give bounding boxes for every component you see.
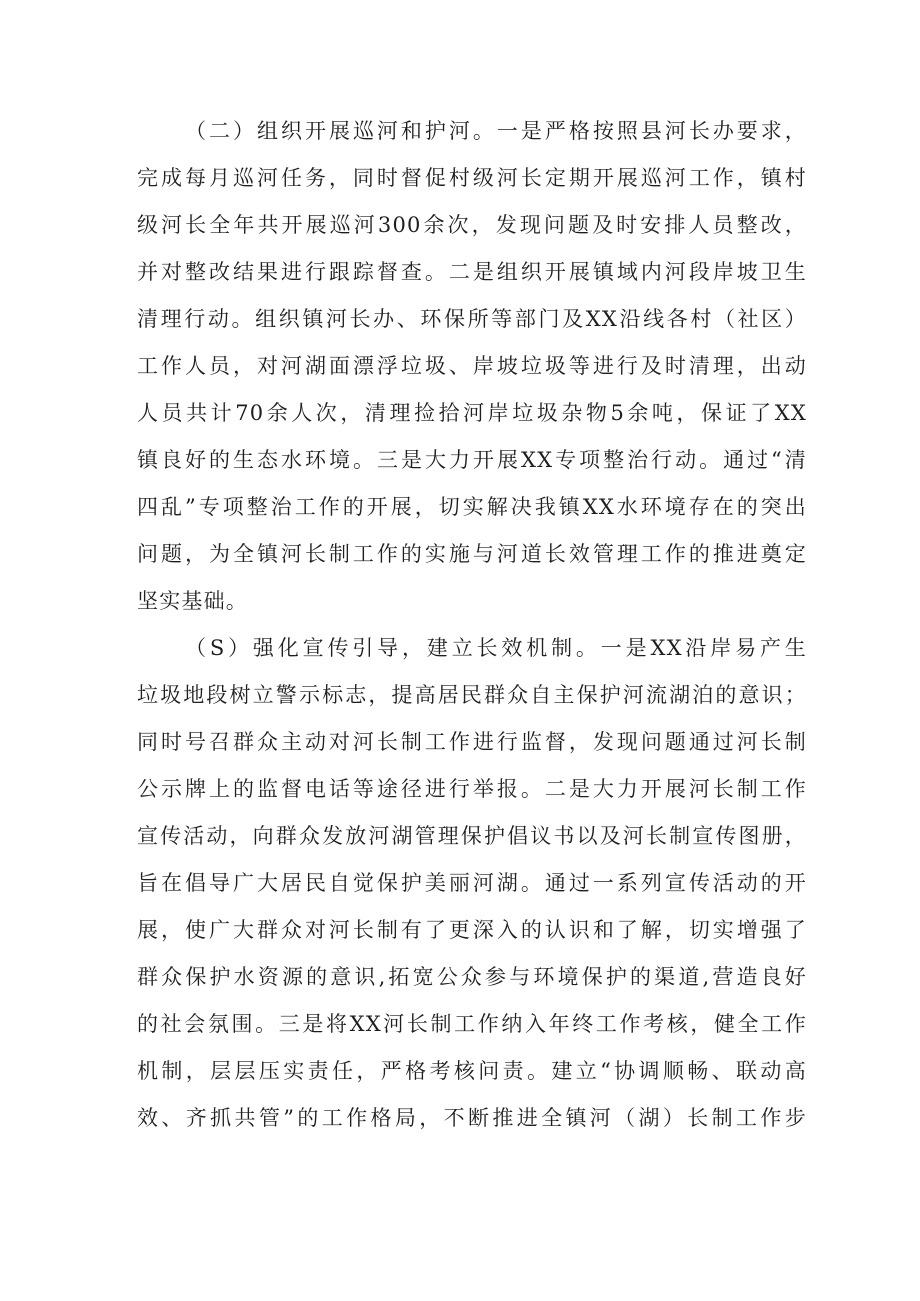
- paragraph-2-line-6: 旨在倡导广大居民自觉保护美丽河湖。通过一系列宣传活动的开: [137, 871, 807, 895]
- paragraph-1-line-11: 坚实基础。: [137, 589, 248, 613]
- paragraph-2-line-5: 宣传活动，向群众发放河湖管理保护倡议书以及河长制宣传图册，: [137, 824, 807, 848]
- paragraph-2-line-7: 展，使广大群众对河长制有了更深入的认识和了解，切实增强了: [137, 918, 807, 942]
- paragraph-1-line-9: 四乱”专项整治工作的开展，切实解决我镇XX水环境存在的突出: [137, 495, 807, 519]
- paragraph-1-line-6: 工作人员，对河湖面漂浮垃圾、岸坡垃圾等进行及时清理，出动: [137, 354, 807, 378]
- paragraph-1-line-2: 完成每月巡河任务，同时督促村级河长定期开展巡河工作，镇村: [137, 166, 807, 190]
- paragraph-2-line-8: 群众保护水资源的意识,拓宽公众参与环境保护的渠道,营造良好: [137, 965, 807, 989]
- paragraph-1-line-3: 级河长全年共开展巡河300余次，发现问题及时安排人员整改，: [137, 213, 807, 237]
- paragraph-2-line-9: 的社会氛围。三是将XX河长制工作纳入年终工作考核，健全工作: [137, 1012, 807, 1036]
- paragraph-1-line-5: 清理行动。组织镇河长办、环保所等部门及XX沿线各村（社区）: [137, 307, 807, 331]
- paragraph-2-line-2: 垃圾地段树立警示标志，提高居民群众自主保护河流湖泊的意识；: [137, 683, 807, 707]
- paragraph-2-line-11: 效、齐抓共管”的工作格局，不断推进全镇河（湖）长制工作步: [137, 1106, 807, 1130]
- paragraph-2-line-4: 公示牌上的监督电话等途径进行举报。二是大力开展河长制工作: [137, 777, 807, 801]
- paragraph-1-line-4: 并对整改结果进行跟踪督查。二是组织开展镇域内河段岸坡卫生: [137, 260, 807, 284]
- paragraph-1-line-1: （二）组织开展巡河和护河。一是严格按照县河长办要求，: [185, 119, 807, 143]
- paragraph-2-line-3: 同时号召群众主动对河长制工作进行监督，发现问题通过河长制: [137, 730, 807, 754]
- paragraph-2-line-10: 机制，层层压实责任，严格考核问责。建立“协调顺畅、联动高: [137, 1059, 807, 1083]
- paragraph-1-line-7: 人员共计70余人次，清理捡拾河岸垃圾杂物5余吨，保证了XX: [137, 401, 807, 425]
- paragraph-1-line-8: 镇良好的生态水环境。三是大力开展XX专项整治行动。通过“清: [137, 448, 807, 472]
- paragraph-1-line-10: 问题，为全镇河长制工作的实施与河道长效管理工作的推进奠定: [137, 542, 807, 566]
- paragraph-2-line-1: （S）强化宣传引导，建立长效机制。一是XX沿岸易产生: [185, 636, 807, 660]
